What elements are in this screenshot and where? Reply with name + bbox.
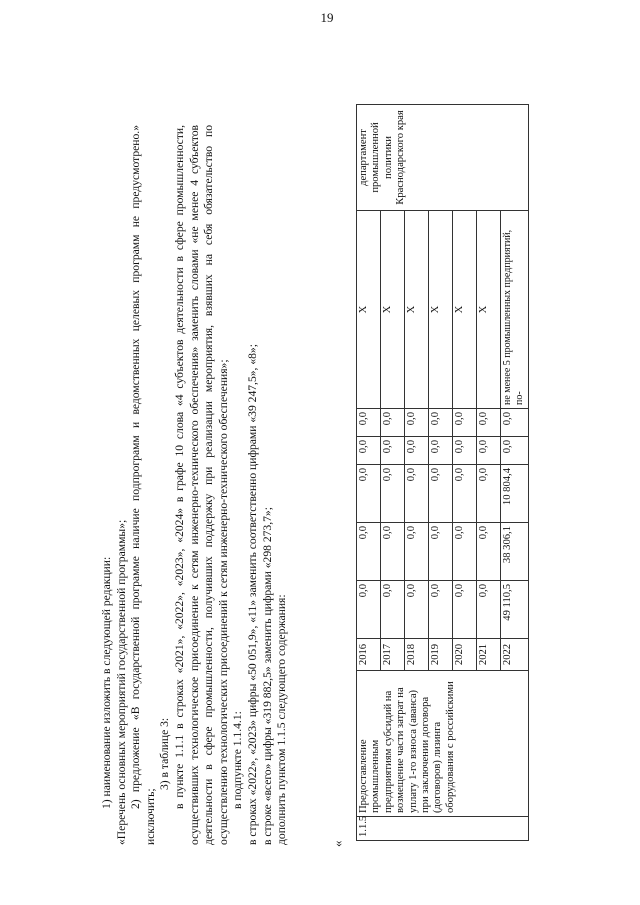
result-cell: X	[429, 211, 453, 409]
result-cell: X	[381, 211, 405, 409]
year-cell: 2017	[381, 639, 405, 671]
other-cell: 0,0	[477, 409, 501, 437]
regional-cell: 0,0	[405, 523, 429, 581]
total-cell: 0,0	[357, 581, 381, 639]
other-cell: 0,0	[453, 409, 477, 437]
paragraph: 1) наименование изложить в следующей редакции:	[100, 556, 113, 809]
local-cell: 0,0	[357, 465, 381, 523]
regional-cell: 0,0	[381, 523, 405, 581]
other-cell: 0,0	[381, 409, 405, 437]
opening-quote: «	[330, 840, 345, 847]
regional-cell: 0,0	[357, 523, 381, 581]
table-row	[357, 105, 381, 841]
total-cell: 49 110,5	[501, 581, 529, 639]
executor-cell: департамент промышленной политики Краснодарского края	[357, 105, 529, 211]
paragraph: в пункте 1.1.1 в строках «2021», «2022», «2023», «2024» в графе 10 слова «4 субъектов деятельности в сфере промышленности, осуществивших технологическое присоединение к сетям инженерно-технического обеспечения» заменить словами «не менее 4 субъектов деятельности в сфере промышленности, получивших поддержку при реализации мероприятия, взявших на себя обязательство по осуществлению технологических присоединений к сетям инженерно-технического обеспечения»;	[172, 125, 230, 845]
federal-cell: 0,0	[477, 437, 501, 465]
year-cell: 2018	[405, 639, 429, 671]
result-cell: X	[405, 211, 429, 409]
local-cell: 10 804,4	[501, 465, 529, 523]
local-cell: 0,0	[405, 465, 429, 523]
local-cell: 0,0	[429, 465, 453, 523]
result-cell: X	[453, 211, 477, 409]
other-cell: 0,0	[357, 409, 381, 437]
year-cell: 2021	[477, 639, 501, 671]
year-cell: 2022	[501, 639, 529, 671]
federal-cell: 0,0	[405, 437, 429, 465]
result-cell: X	[357, 211, 381, 409]
rotated-content	[30, 105, 610, 875]
year-cell: 2020	[453, 639, 477, 671]
paragraph: 2) предложение «В государственной программе наличие подпрограмм и ведомственных целевых программ не предусмотрено.» исключить;	[129, 125, 157, 845]
regional-cell: 0,0	[453, 523, 477, 581]
year-cell: 2016	[357, 639, 381, 671]
page-number: 19	[320, 10, 334, 25]
total-cell: 0,0	[405, 581, 429, 639]
measures-table	[356, 104, 529, 841]
other-cell: 0,0	[501, 409, 529, 437]
item-description: Предоставление промышленным предприятиям субсидий на возмещение части затрат на уплату 1-го взноса (аванса) при заключении договора (договоров) лизинга оборудования с российскими	[357, 671, 529, 817]
other-cell: 0,0	[405, 409, 429, 437]
total-cell: 0,0	[453, 581, 477, 639]
paragraph: 3) в таблице 3:	[158, 717, 172, 790]
paragraph: дополнить пунктом 1.1.5 следующего содержания:	[275, 594, 289, 845]
result-cell: X	[477, 211, 501, 409]
federal-cell: 0,0	[501, 437, 529, 465]
local-cell: 0,0	[477, 465, 501, 523]
federal-cell: 0,0	[453, 437, 477, 465]
federal-cell: 0,0	[357, 437, 381, 465]
total-cell: 0,0	[381, 581, 405, 639]
year-cell: 2019	[429, 639, 453, 671]
paragraph: в строке «всего» цифры «319 882,5» заменить цифрами «298 273,7»;	[260, 507, 274, 845]
total-cell: 0,0	[429, 581, 453, 639]
paragraph: в строках «2022», «2023» цифры «50 051,9», «11» заменить соответственно цифрами «39 247,5», «8»;	[245, 344, 259, 845]
regional-cell: 0,0	[429, 523, 453, 581]
total-cell: 0,0	[477, 581, 501, 639]
amendment-text	[100, 125, 290, 845]
regional-cell: 38 306,1	[501, 523, 529, 581]
paragraph: «Перечень основных мероприятий государственной программы»;	[114, 519, 128, 845]
federal-cell: 0,0	[429, 437, 453, 465]
paragraph: в подпункте 1.1.4.1:	[231, 711, 245, 809]
item-number: 1.1.5	[357, 817, 529, 841]
local-cell: 0,0	[381, 465, 405, 523]
federal-cell: 0,0	[381, 437, 405, 465]
result-cell: не менее 5 промышленных предприятий, по-	[501, 211, 529, 409]
regional-cell: 0,0	[477, 523, 501, 581]
local-cell: 0,0	[453, 465, 477, 523]
other-cell: 0,0	[429, 409, 453, 437]
